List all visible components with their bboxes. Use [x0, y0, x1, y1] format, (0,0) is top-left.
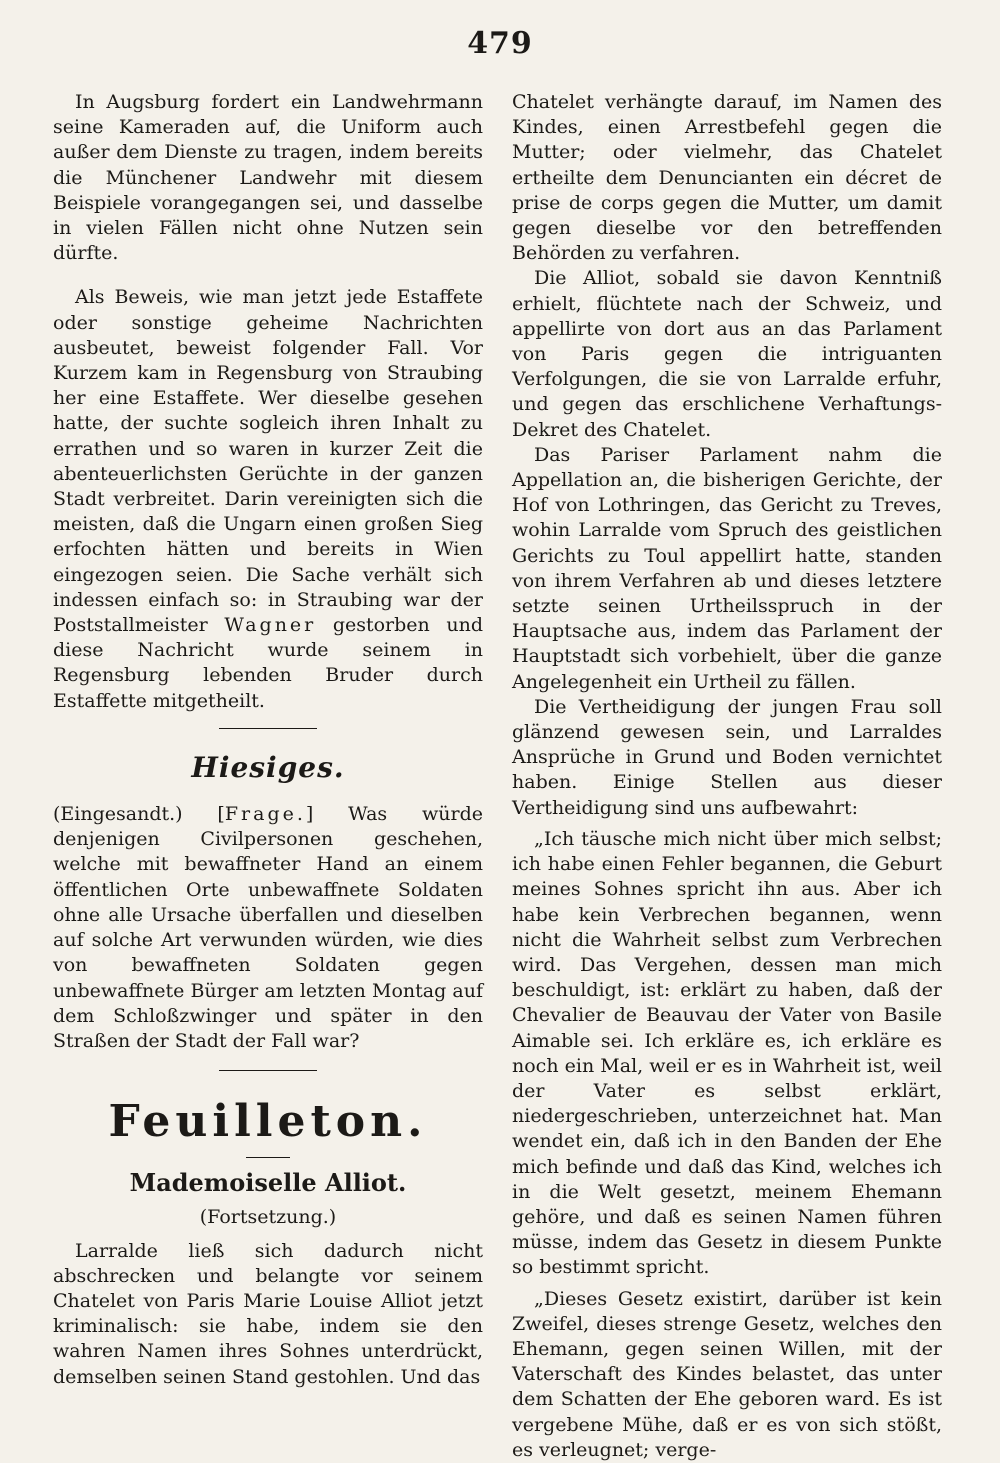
- heading-feuilleton: Feuilleton.: [108, 1096, 428, 1148]
- left-column: [53, 90, 483, 1390]
- paragraph-quote-1: „Ich täusche mich nicht über mich selbst; ich habe einen Fehler begannen, die Geburt meines Sohnes spricht ihn aus. Aber ich habe kein Verbrechen begannen, wenn nicht die Wahrheit selbst zum Verbrechen wird. Das Vergehen, dessen man mich beschuldigt, ist: erklärt zu haben, daß der Chevalier de Beauvau der Vater von Basile Aimable sei. Ich erkläre es, ich erkläre es noch ein Mal, weil er es in Wahrheit ist, weil der Vater es selbst erklärt, niedergeschrieben, unterzeichnet hat. Man wendet ein, daß ich in den Banden der Ehe mich befinde und daß das Kind, welches ich in die Welt gesetzt, meinem Ehemann gehöre, und daß es seinen Namen führen müsse, indem das Gesetz in diesem Punkte so bestimmt spricht.: [512, 827, 942, 1279]
- section-divider: [219, 728, 317, 729]
- article-title: Mademoiselle Alliot.: [129, 1168, 407, 1198]
- name-wagner: Wagner: [224, 614, 317, 637]
- paragraph-parlament: Das Pariser Parlament nahm die Appellation an, die bisherigen Gerichte, der Hof von Lothringen, das Gericht zu Treves, wohin Larralde vom Spruch des geistlichen Gerichts zu Toul appellirt hatte, standen von ihrem Verfahren ab und dieses letztere setzte seinen Urtheilsspruch in der Hauptsache aus, indem das Parlament der Hauptstadt sich vorbehielt, über die ganze Angelegenheit ein Urtheil zu fällen.: [512, 443, 942, 693]
- article-continuation: (Fortsetzung.): [199, 1206, 337, 1229]
- frage-prefix: (Eingesandt.) [: [53, 803, 225, 826]
- paragraph-larralde: Larralde ließ sich dadurch nicht abschrecken und belangte vor seinem Chatelet von Paris Marie Louise Alliot jetzt kriminalisch: sie habe, indem sie den wahren Namen ihres Sohnes unterdrückt, demselben seinen Stand gestohlen. Und das: [53, 1239, 483, 1388]
- paragraph-estaffete: [53, 285, 483, 713]
- paragraph-landwehr: In Augsburg fordert ein Landwehrmann seine Kameraden auf, die Uniform auch außer dem Dienste zu tragen, indem bereits die Münchener Landwehr mit diesem Beispiele vorangegangen sei, und dasselbe in vielen Fällen nicht ohne Nutzen sein dürfte.: [53, 91, 483, 265]
- paragraph-chatelet: Chatelet verhängte darauf, im Namen des Kindes, einen Arrestbefehl gegen die Mutter; oder vielmehr, das Chatelet ertheilte dem Denuncianten ein décret de prise de corps gegen die Mutter, um damit gegen dieselbe vor den betreffenden Behörden zu verfahren.: [512, 91, 942, 265]
- page-number: 479: [467, 26, 533, 61]
- estaffete-text-b: gestorben und diese Nachricht wurde seinem in Regensburg lebenden Bruder durch Estaffette mitgetheilt.: [53, 614, 483, 712]
- right-column: [512, 90, 942, 1463]
- short-divider: [246, 1157, 290, 1158]
- section-divider: [219, 1070, 317, 1071]
- heading-local-news: Hiesiges.: [191, 750, 345, 784]
- frage-text: ] Was würde denjenigen Civilpersonen geschehen, welche mit bewaffneter Hand an einem öffentlichen Orte unbewaffnete Soldaten ohne alle Ursache überfallen und dieselben auf solche Art verwunden würden, wie dies von bewaffneten Soldaten gegen unbewaffnete Bürger am letzten Montag auf dem Schloßzwinger und später in den Straßen der Stadt der Fall war?: [53, 803, 483, 1052]
- paragraph-quote-2: „Dieses Gesetz existirt, darüber ist kein Zweifel, dieses strenge Gesetz, welches den Ehemann, gegen seinen Willen, mit der Vaterschaft des Kindes belastet, das unter dem Schatten der Ehe geboren ward. Es ist vergebene Mühe, daß er es von sich stößt, es verleugnet; verge-: [512, 1287, 942, 1461]
- paragraph-vertheidigung: Die Vertheidigung der jungen Frau soll glänzend gewesen sein, und Larraldes Ansprüche in Grund und Boden vernichtet haben. Einige Stellen aus dieser Vertheidigung sind uns aufbewahrt:: [512, 695, 942, 819]
- paragraph-frage: [53, 802, 483, 1054]
- frage-label: Frage.: [224, 803, 306, 826]
- estaffete-text-a: Als Beweis, wie man jetzt jede Estaffete oder sonstige geheime Nachrichten ausbeutet, beweist folgender Fall. Vor Kurzem kam in Regensburg von Straubing her eine Estaffete. Wer dieselbe gesehen hatte, der suchte sogleich ihren Inhalt zu errathen und so waren in kurzer Zeit die abenteuerlichsten Gerüchte in der ganzen Stadt verbreitet. Darin vereinigten sich die meisten, daß die Ungarn einen großen Sieg erfochten hätten und bereits in Wien eingezogen seien. Die Sache verhält sich indessen einfach so: in Straubing war der Poststallmeister: [53, 286, 483, 637]
- paragraph-alliot-flight: Die Alliot, sobald sie davon Kenntniß erhielt, flüchtete nach der Schweiz, und appellirte von dort aus an das Parlament von Paris gegen die intriguanten Verfolgungen, die sie von Larralde erfuhr, und gegen das erschlichene Verhaftungs-Dekret des Chatelet.: [512, 267, 942, 441]
